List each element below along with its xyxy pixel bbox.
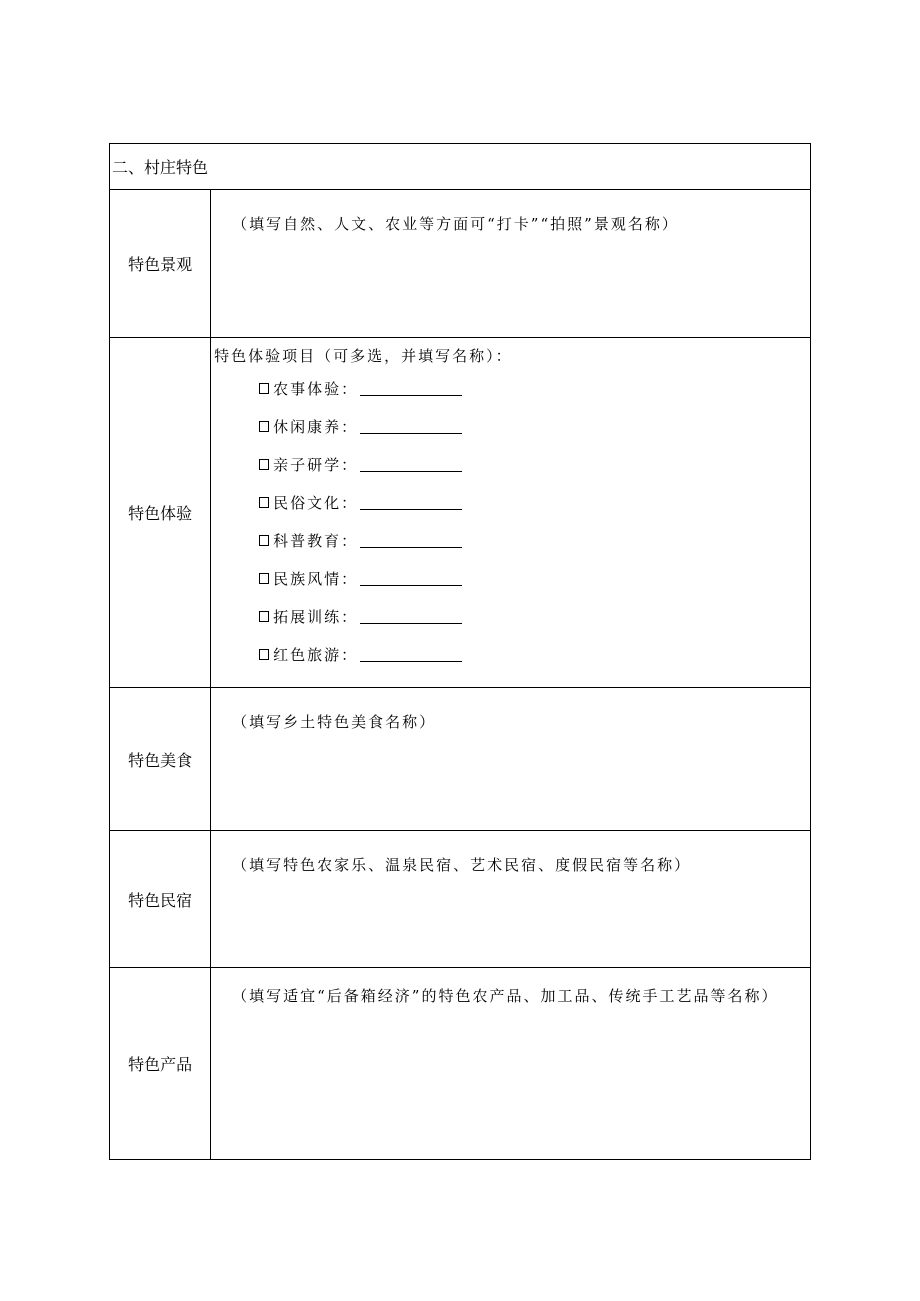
checkbox[interactable] xyxy=(259,535,269,546)
experience-item-label: 亲子研学： xyxy=(273,455,359,474)
experience-label: 特色体验 xyxy=(110,338,211,688)
experience-item xyxy=(259,521,810,559)
name-blank[interactable] xyxy=(360,457,462,472)
experience-title: 特色体验项目（可多选，并填写名称）： xyxy=(214,347,513,365)
checkbox[interactable] xyxy=(259,611,269,622)
experience-item xyxy=(259,445,810,483)
experience-item xyxy=(259,369,810,407)
experience-item-label: 红色旅游： xyxy=(273,645,359,664)
products-hint: （填写适宜“后备箱经济”的特色农产品、加工品、传统手工艺品等名称） xyxy=(232,987,779,1005)
checkbox[interactable] xyxy=(259,497,269,508)
lodging-hint: （填写特色农家乐、温泉民宿、艺术民宿、度假民宿等名称） xyxy=(232,856,692,874)
landscape-label: 特色景观 xyxy=(110,190,211,338)
experience-item-label: 科普教育： xyxy=(273,531,359,550)
food-label: 特色美食 xyxy=(110,688,211,831)
experience-item-label: 民族风情： xyxy=(273,569,359,588)
checkbox[interactable] xyxy=(259,383,269,394)
checkbox[interactable] xyxy=(259,649,269,660)
checkbox[interactable] xyxy=(259,421,269,432)
name-blank[interactable] xyxy=(360,533,462,548)
experience-item xyxy=(259,635,810,673)
lodging-label: 特色民宿 xyxy=(110,831,211,968)
name-blank[interactable] xyxy=(360,381,462,396)
experience-item xyxy=(259,559,810,597)
village-features-form xyxy=(109,143,811,1160)
name-blank[interactable] xyxy=(360,495,462,510)
lodging-field[interactable] xyxy=(211,831,811,968)
experience-item xyxy=(259,597,810,635)
experience-item-label: 民俗文化： xyxy=(273,493,359,512)
checkbox[interactable] xyxy=(259,459,269,470)
experience-item-label: 拓展训练： xyxy=(273,607,359,626)
checkbox[interactable] xyxy=(259,573,269,584)
experience-list xyxy=(211,369,810,673)
experience-field xyxy=(211,338,811,688)
landscape-field[interactable] xyxy=(211,190,811,338)
food-hint: （填写乡土特色美食名称） xyxy=(232,713,437,731)
experience-item-label: 农事体验： xyxy=(273,379,359,398)
name-blank[interactable] xyxy=(360,571,462,586)
landscape-hint: （填写自然、人文、农业等方面可“打卡”“拍照”景观名称） xyxy=(232,215,679,233)
name-blank[interactable] xyxy=(360,609,462,624)
food-field[interactable] xyxy=(211,688,811,831)
products-field[interactable] xyxy=(211,968,811,1160)
experience-item xyxy=(259,483,810,521)
name-blank[interactable] xyxy=(360,419,462,434)
experience-item xyxy=(259,407,810,445)
section-title: 二、村庄特色 xyxy=(110,144,811,190)
products-label: 特色产品 xyxy=(110,968,211,1160)
name-blank[interactable] xyxy=(360,647,462,662)
experience-item-label: 休闲康养： xyxy=(273,417,359,436)
